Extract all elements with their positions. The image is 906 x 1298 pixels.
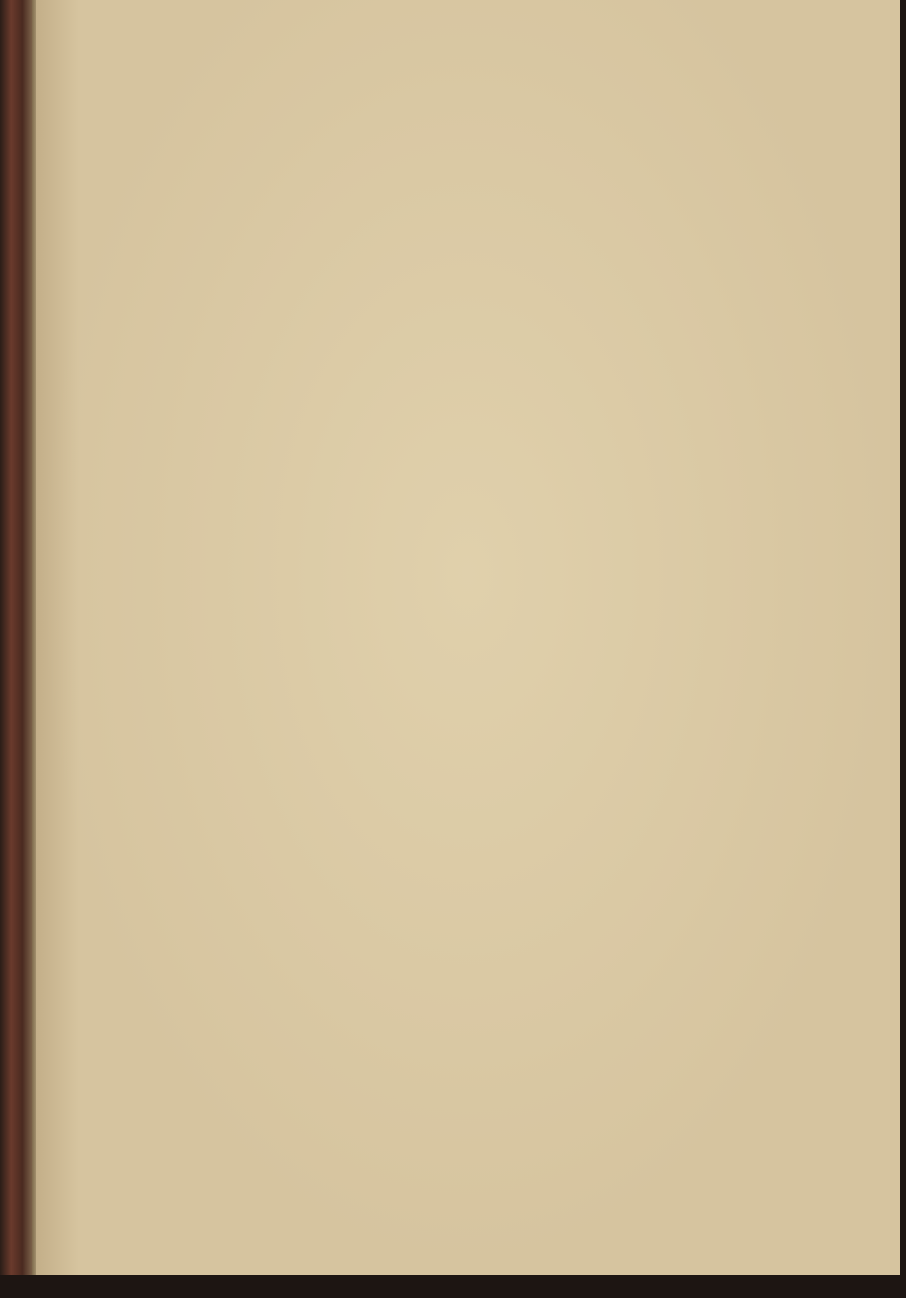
- right-edge: [900, 0, 906, 1298]
- book-spine: [0, 0, 32, 1298]
- book-page: [36, 0, 900, 1275]
- bottom-edge: [0, 1275, 906, 1298]
